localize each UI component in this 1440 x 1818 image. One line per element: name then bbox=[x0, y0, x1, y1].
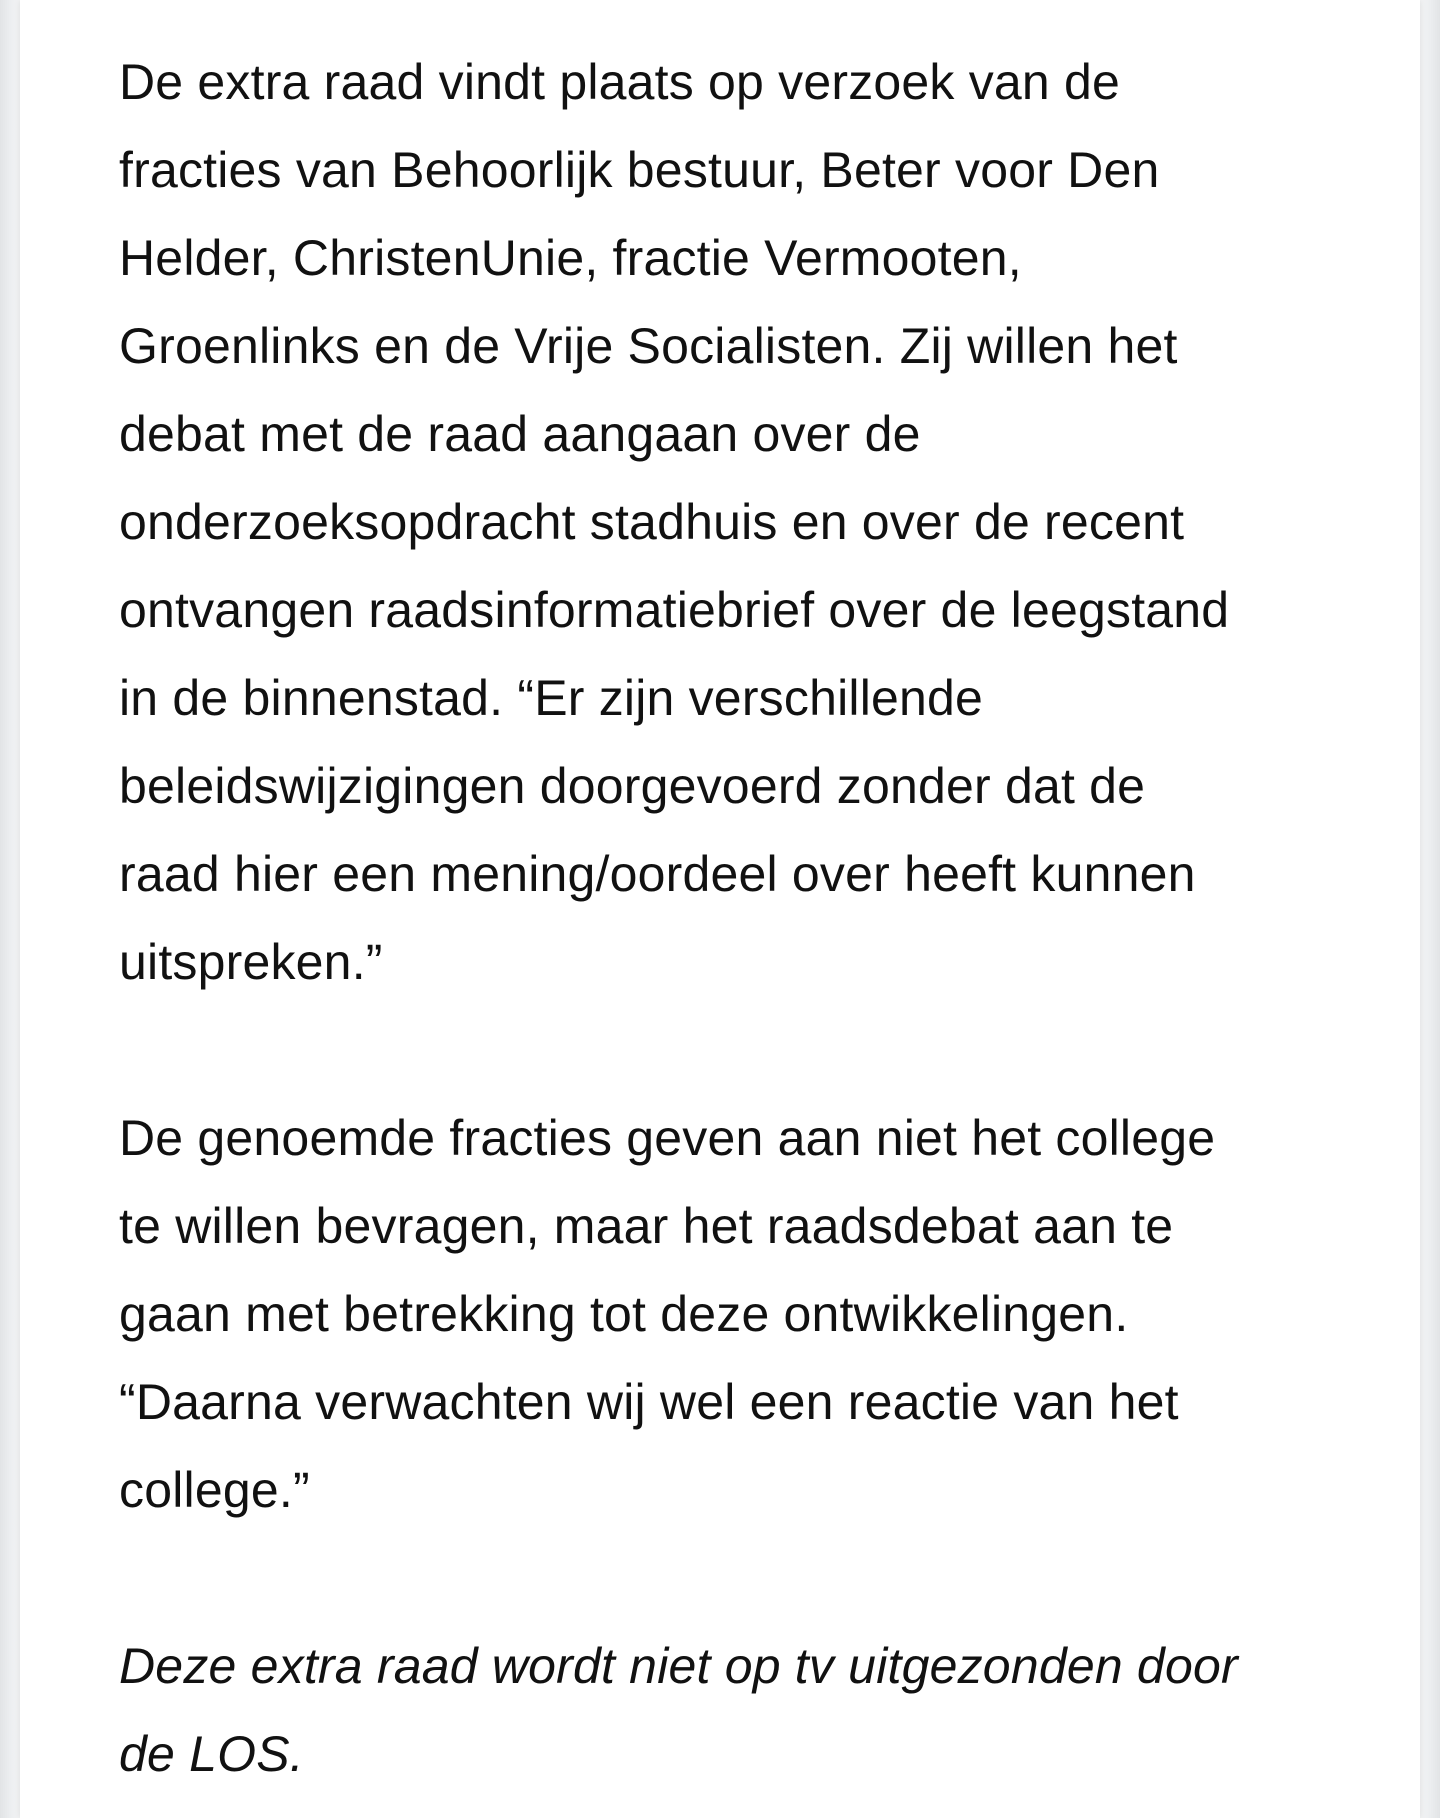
broadcast-note: Deze extra raad wordt niet op tv uitgezonden door de LOS. bbox=[119, 1638, 1238, 1782]
article-paragraph: De extra raad vindt plaats op verzoek van de fracties van Behoorlijk bestuur, Beter voor Den Helder, ChristenUnie, fractie Vermooten, Groenlinks en de Vrije Socialisten. Zij willen het debat met de raad aangaan over de onderzoeksopdracht stadhuis en over de recent ontvangen raadsinformatiebrief over de leegstand in de binnenstad. “Er zijn verschillende beleidswijzigingen doorgevoerd zonder dat de raad hier een mening/oordeel over heeft kunnen uitspreken.” bbox=[119, 54, 1230, 990]
article-paragraph: De genoemde fracties geven aan niet het college te willen bevragen, maar het raadsdebat aan te gaan met betrekking tot deze ontwikkelingen. “Daarna verwachten wij wel een reactie van het college.” bbox=[119, 1110, 1216, 1518]
article-card bbox=[20, 0, 1420, 1818]
article-body bbox=[119, 38, 1379, 1798]
